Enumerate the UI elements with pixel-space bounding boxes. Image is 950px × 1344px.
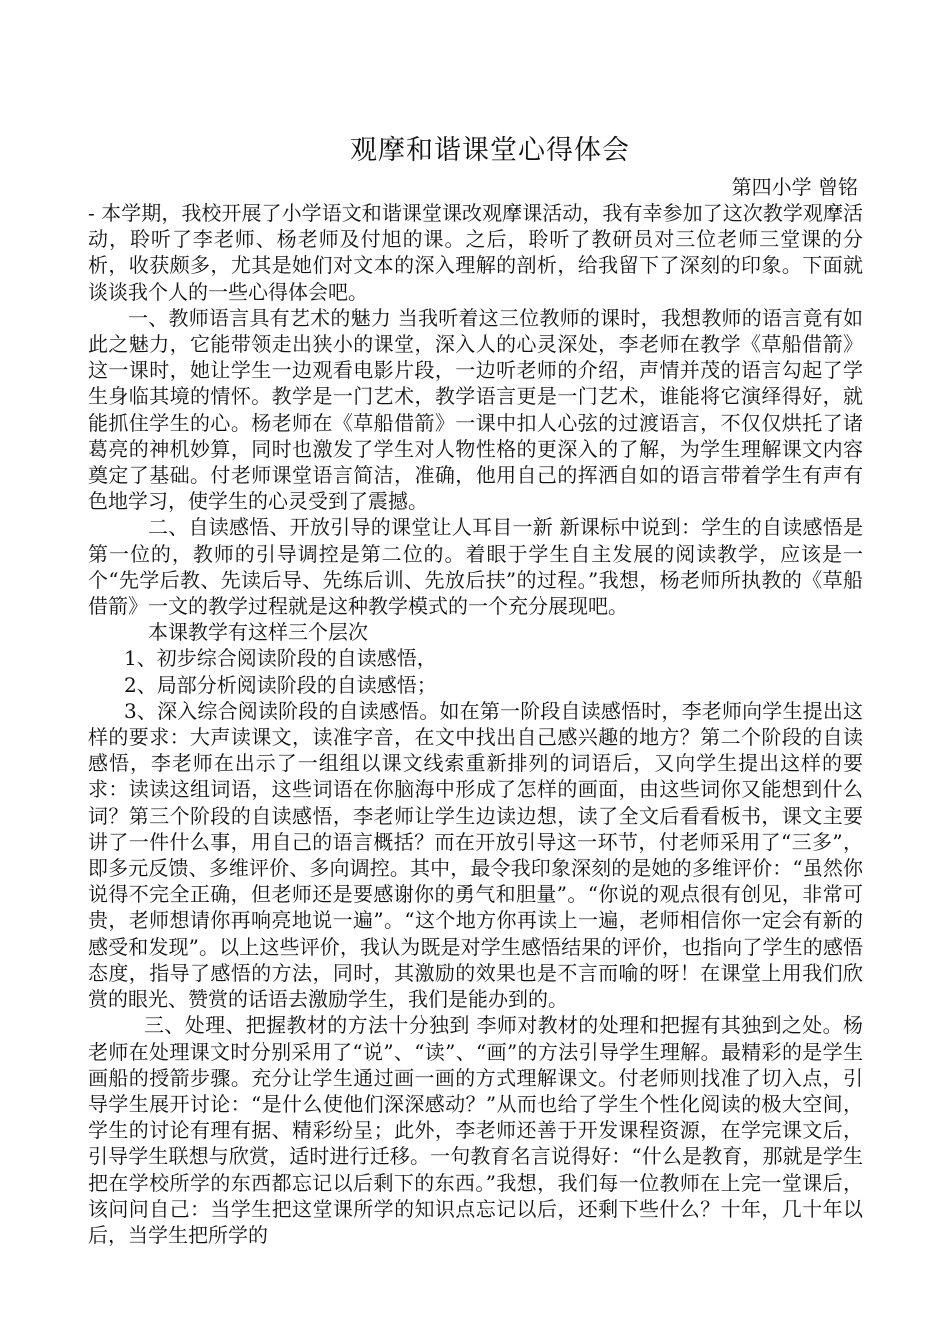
list-item-level-3: 3、深入综合阅读阶段的自读感悟。如在第一阶段自读感悟时，李老师向学生提出这样的要求：大声读课文，读准字音，在文中找出自己感兴趣的地方？第二个阶段的自读感悟，李老师在出示了一组组以课文线索重新排列的词语后，又向学生提出这样的要求：读读这组词语，这些词语在你脑海中形成了怎样的画面，由这些词你又能想到什么词？第三个阶段的自读感悟，李老师让学生边读边想，读了全文后看看板书，课文主要讲了一件什么事，用自己的语言概括？而在开放引导这一环节，付老师采用了“三多”，即多元反馈、多维评价、多向调控。其中，最令我印象深刻的是她的多维评价：“虽然你说得不完全正确，但老师还是要感谢你的勇气和胆量”。“你说的观点很有创见，非常可贵，老师想请你再响亮地说一遍”。“这个地方你再读上一遍，老师相信你一定会有新的感受和发现”。以上这些评价，我认为既是对学生感悟结果的评价，也指向了学生的感悟态度，指导了感悟的方法，同时，其激励的效果也是不言而喻的呀！在课堂上用我们欣赏的眼光、赞赏的话语去激励学生，我们是能办到的。 — [88, 698, 863, 1012]
document-title: 观摩和谐课堂心得体会 — [350, 135, 630, 166]
paragraph-section-two: 二、自读感悟、开放引导的课堂让人耳目一新 新课标中说到：学生的自读感悟是第一位的，教师的引导调控是第二位的。着眼于学生自主发展的阅读教学，应该是一个“先学后教、先读后导、先练后训、先放后扶”的过程。”我想，杨老师所执教的《草船借箭》一文的教学过程就是这种教学模式的一个充分展现吧。 — [88, 515, 863, 619]
document-body — [88, 200, 863, 1248]
list-item-level-2: 2、局部分析阅读阶段的自读感悟； — [124, 672, 437, 697]
paragraph-intro: - 本学期，我校开展了小学语文和谐课堂课改观摩课活动，我有幸参加了这次教学观摩活动，聆听了李老师、杨老师及付旭的课。之后，聆听了教研员对三位老师三堂课的分析，收获颇多，尤其是她们对文本的深入理解的剖析，给我留下了深刻的印象。下面就谈谈我个人的一些心得体会吧。 — [88, 201, 863, 304]
author-line: 第四小学 曾铭 — [731, 175, 858, 199]
paragraph-levels-heading: 本课教学有这样三个层次 — [148, 620, 368, 645]
paragraph-section-three: 三、处理、把握教材的方法十分独到 李师对教材的处理和把握有其独到之处。杨老师在处理课文时分别采用了“说”、“读”、“画”的方法引导学生理解。最精彩的是学生画船的授箭步骤。充分让学生通过画一画的方式理解课文。付老师则找准了切入点，引导学生展开讨论：“是什么使他们深深感动？”从而也给了学生个性化阅读的极大空间，学生的讨论有理有据、精彩纷呈；此外，李老师还善于开发课程资源，在学完课文后，引导学生联想与欣赏，适时进行迁移。一句教育名言说得好：“什么是教育，那就是学生把在学校所学的东西都忘记以后剩下的东西。”我想，我们每一位教师在上完一堂课后，该问问自己：当学生把这堂课所学的知识点忘记以后，还剩下些什么？十年，几十年以后，当学生把所学的 — [88, 1013, 863, 1247]
list-item-level-1: 1、初步综合阅读阶段的自读感悟， — [124, 646, 437, 671]
paragraph-section-one: 一、教师语言具有艺术的魅力 当我听着这三位教师的课时，我想教师的语言竟有如此之魅力，它能带领走出狭小的课堂，深入人的心灵深处，李老师在教学《草船借箭》这一课时，她让学生一边观看电影片段，一边听老师的介绍，声情并茂的语言勾起了学生身临其境的情怀。教学是一门艺术，教学语言更是一门艺术，谁能将它演绎得好，就能抓住学生的心。杨老师在《草船借箭》一课中扣人心弦的过渡语言，不仅仅烘托了诸葛亮的神机妙算，同时也激发了学生对人物性格的更深入的了解，为学生理解课文内容奠定了基础。付老师课堂语言简洁，准确，他用自己的挥洒自如的语言带着学生有声有色地学习，使学生的心灵受到了震撼。 — [88, 305, 863, 514]
